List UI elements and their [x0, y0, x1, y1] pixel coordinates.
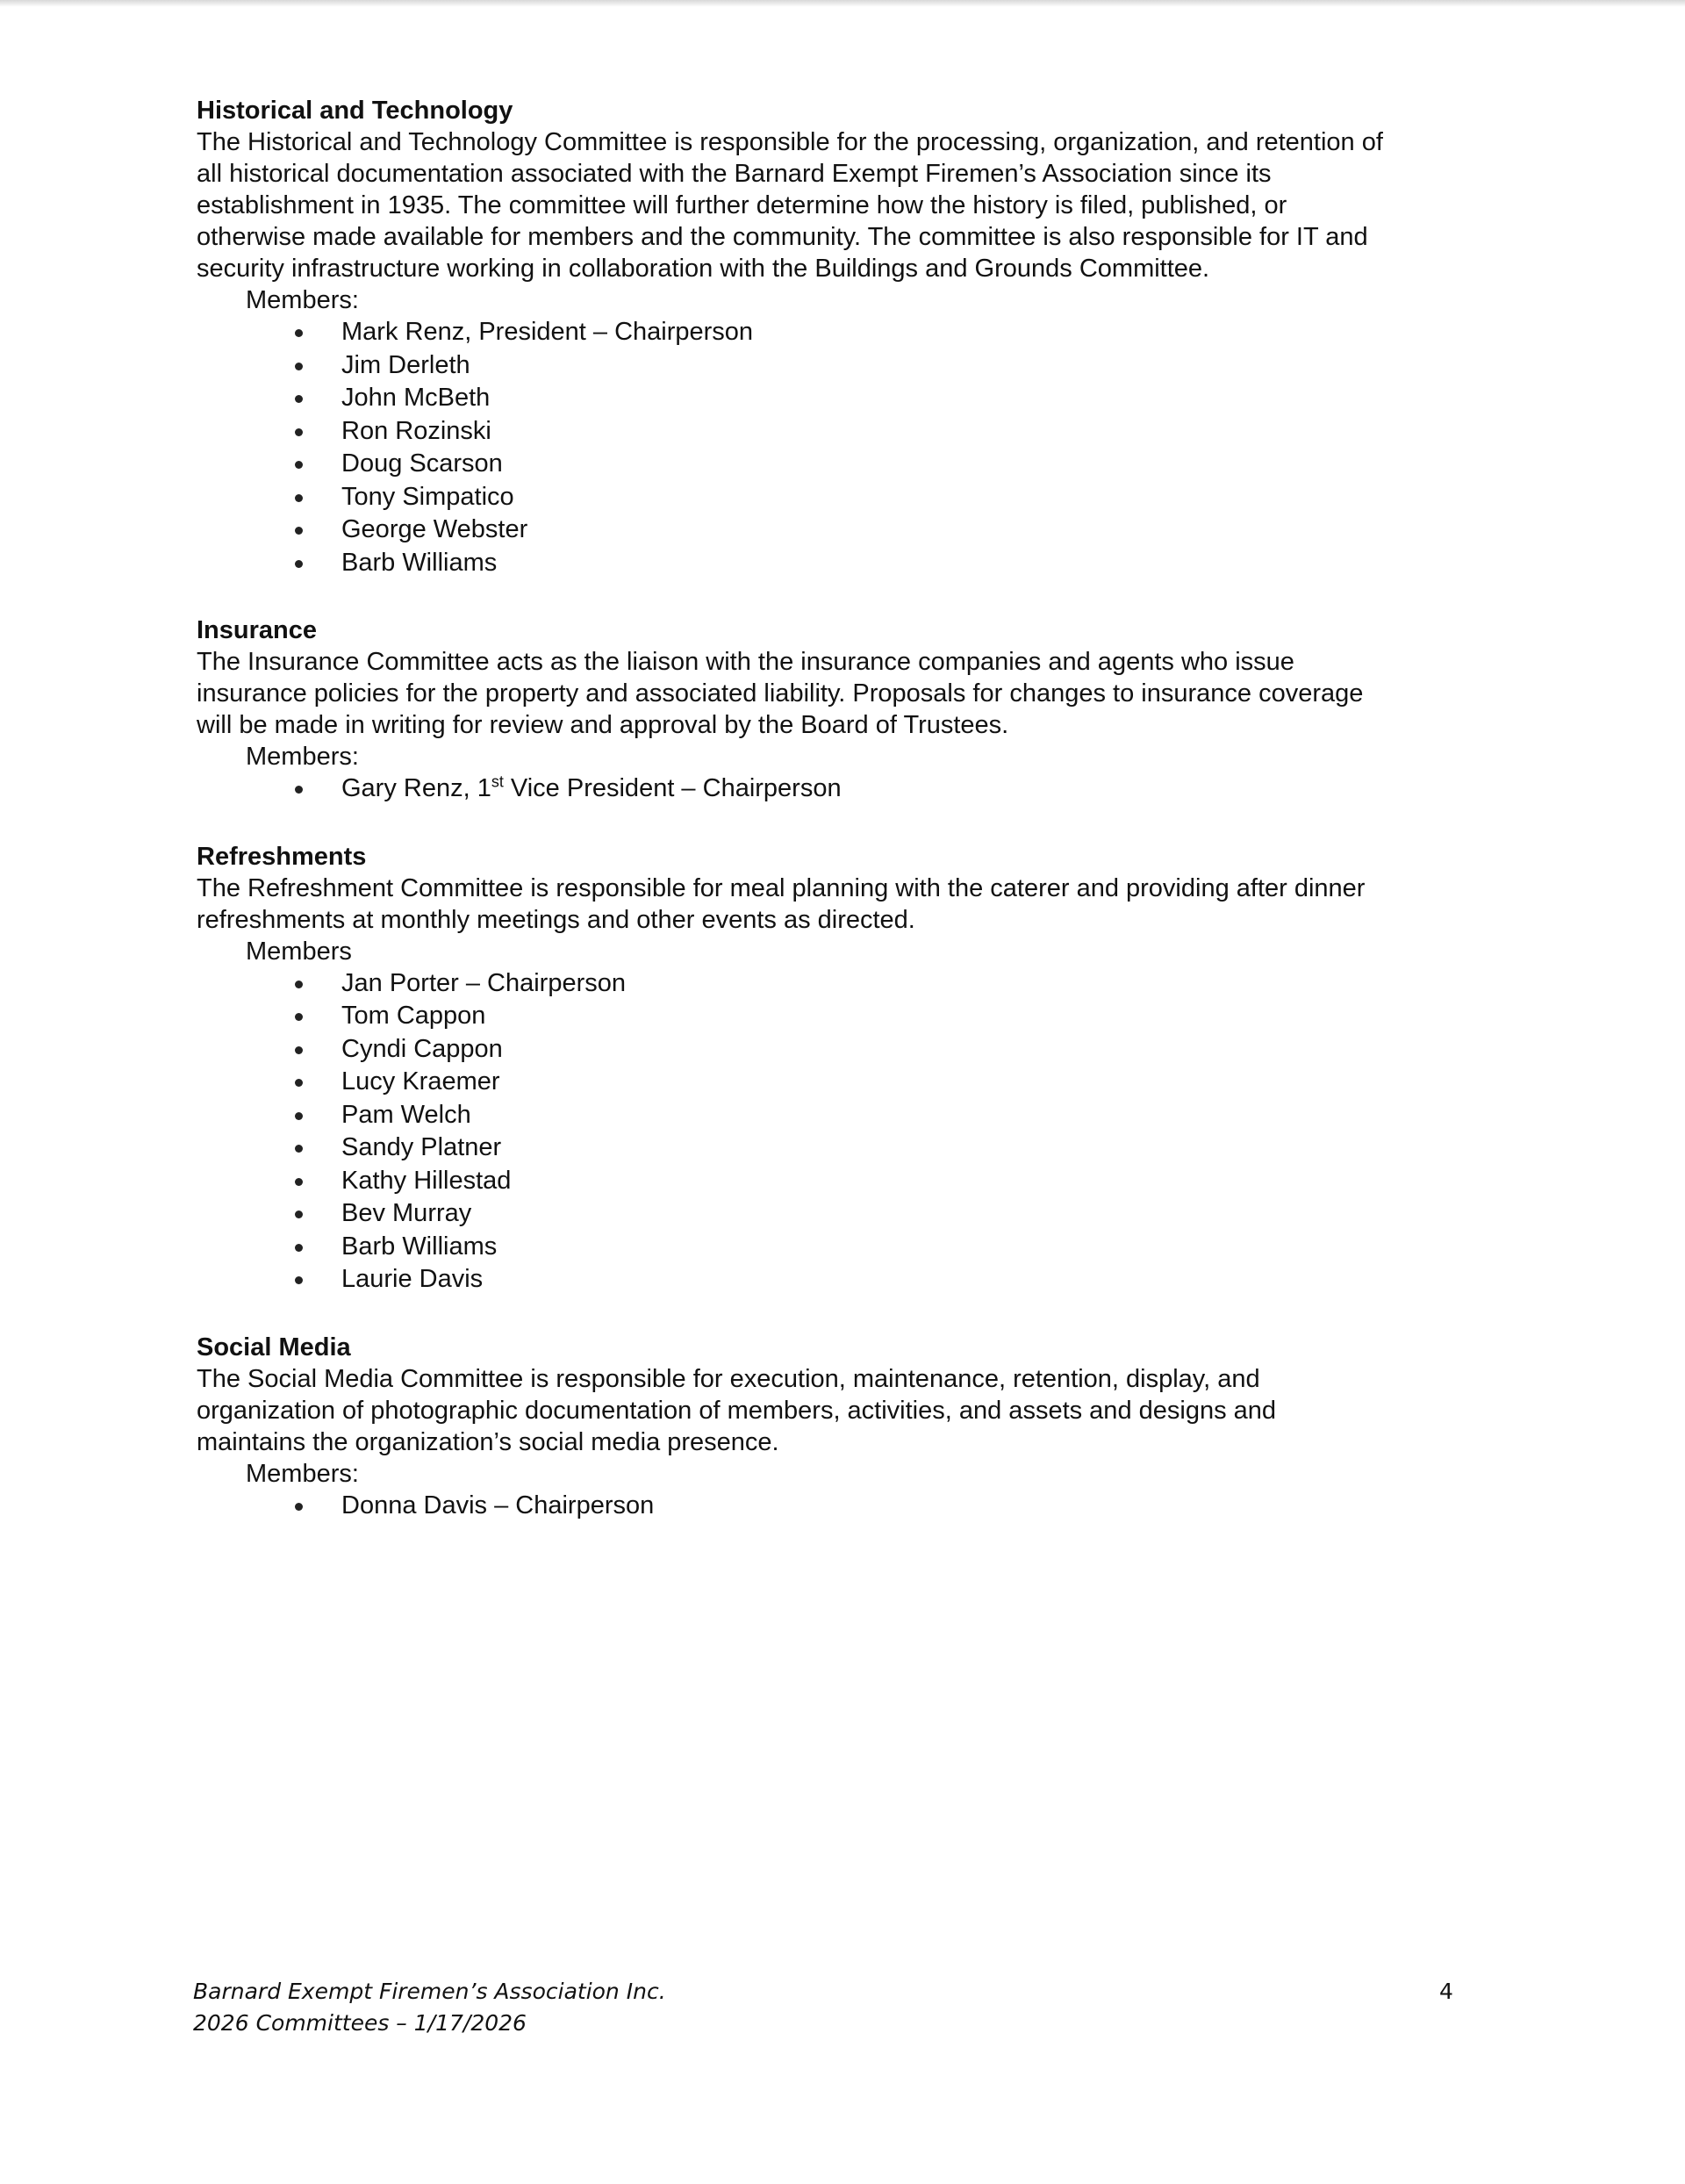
- list-item: [197, 967, 1460, 1001]
- committee-insurance: [197, 614, 1460, 806]
- section-description: The Insurance Committee acts as the liaison with the insurance companies and agents who issue insurance policies for the property and associated liability. Proposals for changes to insurance coverage will be made in writing for review and approval by the Board of Trustees.: [197, 648, 1364, 739]
- list-item: [197, 547, 1460, 580]
- bullet-icon: [295, 428, 303, 436]
- member-name: Ron Rozinski: [341, 416, 491, 445]
- page-number: 4: [1439, 1979, 1453, 2004]
- footer-organization: Barnard Exempt Firemen’s Association Inc.: [193, 1979, 666, 2004]
- footer-document-date: 2026 Committees – 1/17/2026: [193, 2010, 527, 2036]
- bullet-icon: [295, 1112, 303, 1120]
- member-name: George Webster: [341, 515, 528, 543]
- ordinal-suffix: st: [491, 772, 504, 791]
- page-footer: [193, 1976, 1457, 2039]
- list-item: [197, 316, 1460, 349]
- bullet-icon: [295, 1178, 303, 1186]
- member-name: Barb Williams: [341, 1232, 498, 1261]
- bullet-icon: [295, 1276, 303, 1284]
- bullet-icon: [295, 395, 303, 403]
- section-description: The Social Media Committee is responsible for execution, maintenance, retention, display, and organization of photographic documentation of members, activities, and assets and designs and maintains the organization’s social media presence.: [197, 1364, 1277, 1456]
- member-name: [341, 774, 842, 802]
- list-item: [197, 382, 1460, 415]
- member-name: Lucy Kraemer: [341, 1067, 500, 1096]
- bullet-icon: [295, 1244, 303, 1252]
- committee-social-media: [197, 1332, 1460, 1523]
- member-name-part: Gary Renz, 1: [341, 774, 491, 802]
- member-name: Jim Derleth: [341, 350, 470, 379]
- list-item: [197, 1000, 1460, 1033]
- list-item: [197, 1263, 1460, 1297]
- section-description: The Refreshment Committee is responsible for meal planning with the caterer and providing after dinner refreshments at monthly meetings and other events as directed.: [197, 873, 1366, 934]
- section-title: Historical and Technology: [197, 97, 513, 125]
- section-title: Social Media: [197, 1333, 351, 1361]
- list-item: [197, 1165, 1460, 1198]
- members-list: [197, 967, 1460, 1297]
- bullet-icon: [295, 461, 303, 469]
- member-name: Donna Davis – Chairperson: [341, 1491, 655, 1519]
- list-item: [197, 349, 1460, 383]
- scan-edge: [0, 0, 1685, 7]
- member-name: Mark Renz, President – Chairperson: [341, 318, 754, 346]
- bullet-icon: [295, 494, 303, 502]
- bullet-icon: [295, 1079, 303, 1087]
- member-name: Pam Welch: [341, 1100, 471, 1129]
- list-item: [197, 1231, 1460, 1264]
- member-name: John McBeth: [341, 384, 491, 412]
- bullet-icon: [295, 1013, 303, 1021]
- list-item: [197, 514, 1460, 547]
- member-name: Kathy Hillestad: [341, 1166, 512, 1195]
- members-label: Members:: [246, 1459, 359, 1488]
- committee-historical-technology: [197, 95, 1460, 579]
- bullet-icon: [295, 1503, 303, 1511]
- member-name: Barb Williams: [341, 548, 498, 577]
- list-item: [197, 772, 1460, 806]
- list-item: [197, 1197, 1460, 1231]
- list-item: [197, 448, 1460, 481]
- list-item: [197, 1066, 1460, 1099]
- members-list: [197, 1490, 1460, 1523]
- bullet-icon: [295, 1211, 303, 1218]
- section-description: The Historical and Technology Committee is responsible for the processing, organization, and retention of all historical documentation associated with the Barnard Exempt Firemen’s Association since its establishment in 1935. The committee will further determine how the history is filed, published, or otherwise made available for members and the community. The committee is also responsible for IT and security infrastructure working in collaboration with the Buildings and Grounds Committee.: [197, 128, 1383, 283]
- list-item: [197, 1132, 1460, 1165]
- bullet-icon: [295, 329, 303, 337]
- bullet-icon: [295, 560, 303, 568]
- member-name: Jan Porter – Chairperson: [341, 968, 626, 997]
- member-name: Cyndi Cappon: [341, 1034, 503, 1063]
- list-item: [197, 1490, 1460, 1523]
- document-body: [197, 95, 1460, 1557]
- member-name: Tom Cappon: [341, 1002, 486, 1030]
- bullet-icon: [295, 1145, 303, 1153]
- members-label: Members: [246, 937, 352, 966]
- committee-refreshments: [197, 841, 1460, 1297]
- list-item: [197, 415, 1460, 449]
- bullet-icon: [295, 363, 303, 370]
- list-item: [197, 481, 1460, 514]
- members-label: Members:: [246, 743, 359, 771]
- member-name: Tony Simpatico: [341, 482, 514, 511]
- member-name: Bev Murray: [341, 1199, 472, 1227]
- bullet-icon: [295, 1046, 303, 1054]
- bullet-icon: [295, 786, 303, 794]
- section-title: Insurance: [197, 616, 317, 644]
- members-list: [197, 772, 1460, 806]
- section-title: Refreshments: [197, 842, 367, 871]
- list-item: [197, 1033, 1460, 1067]
- member-name: Laurie Davis: [341, 1265, 484, 1293]
- list-item: [197, 1099, 1460, 1132]
- member-name: Doug Scarson: [341, 449, 503, 478]
- member-name: Sandy Platner: [341, 1133, 502, 1161]
- members-list: [197, 316, 1460, 579]
- bullet-icon: [295, 527, 303, 535]
- bullet-icon: [295, 981, 303, 988]
- members-label: Members:: [246, 286, 359, 314]
- member-name-part: Vice President – Chairperson: [503, 774, 842, 802]
